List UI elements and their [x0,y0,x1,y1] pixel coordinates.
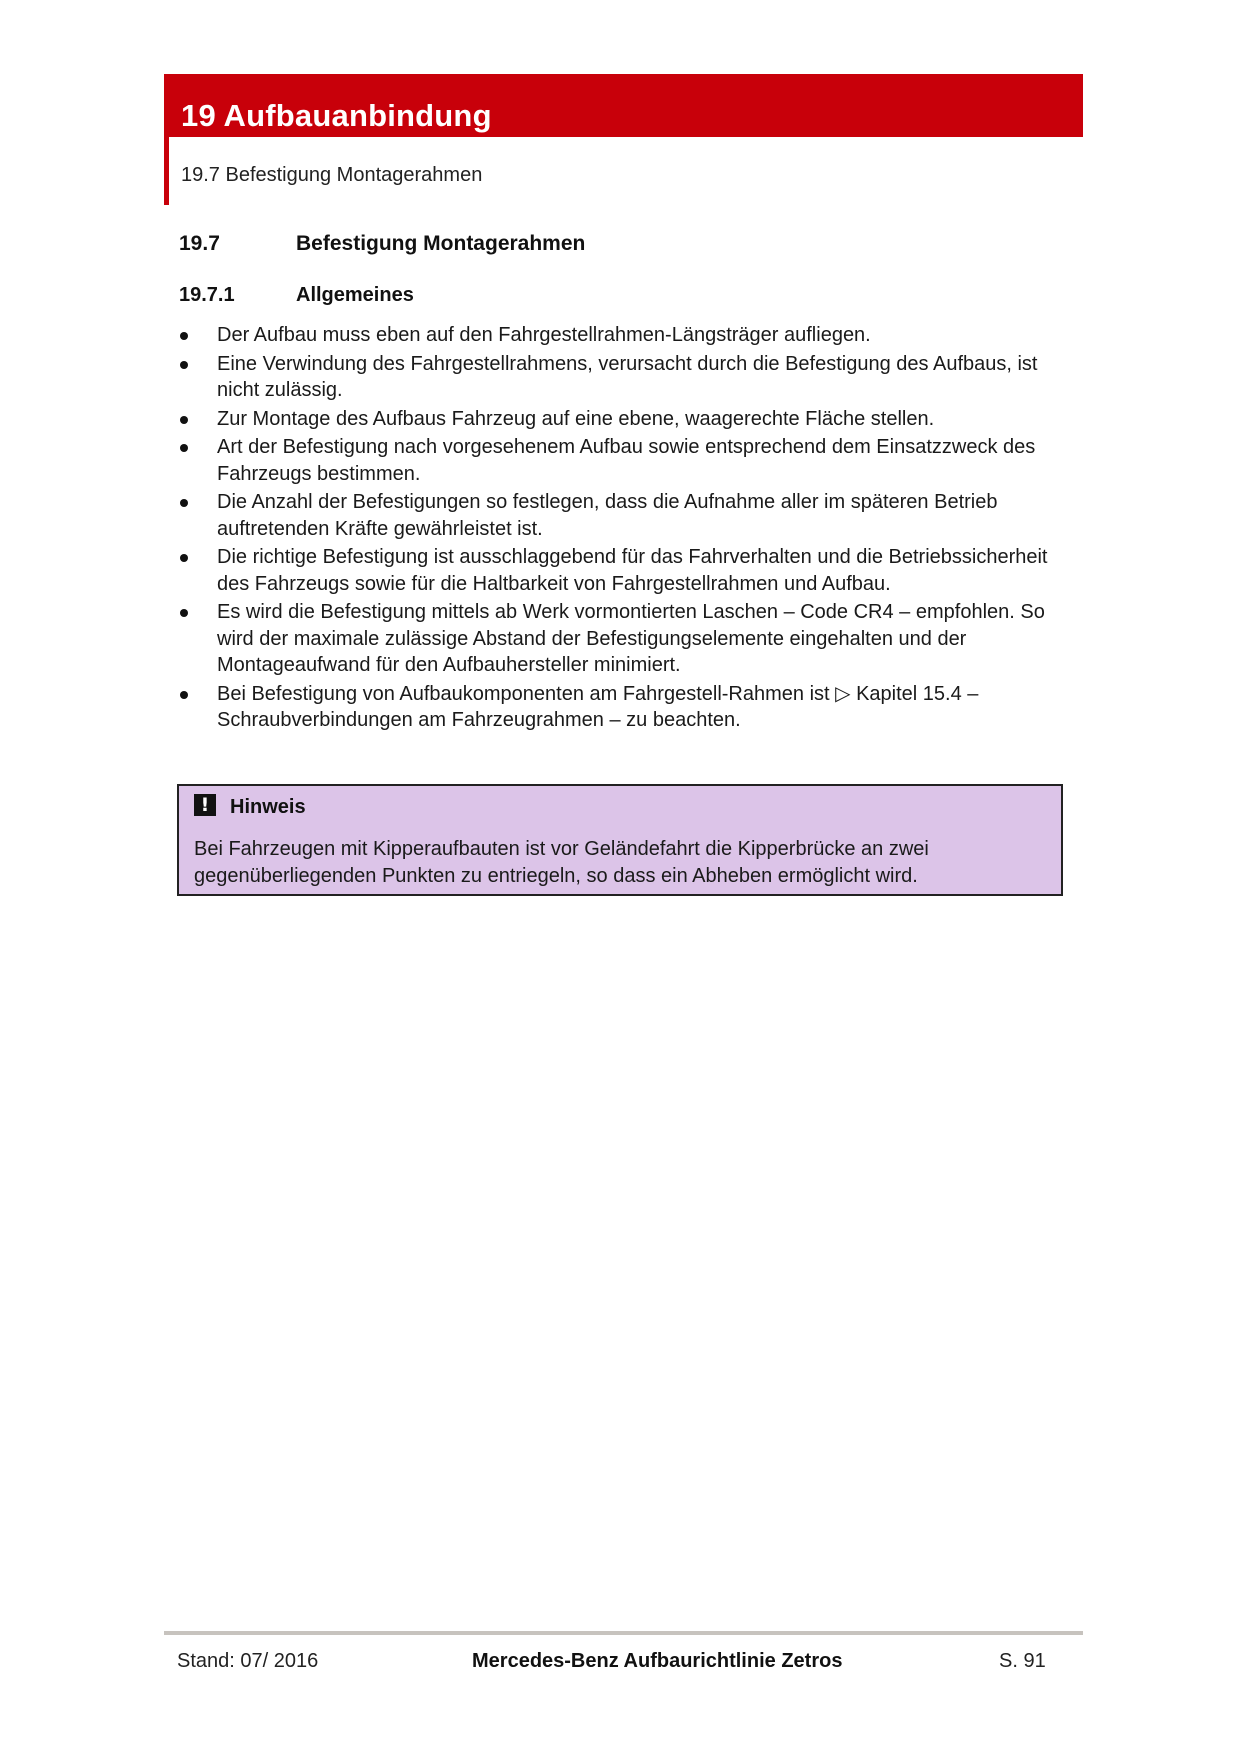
list-item: Zur Montage des Aufbaus Fahrzeug auf eine ebene, waagerechte Fläche stellen. [179,406,1079,433]
list-item: Bei Befestigung von Aufbaukomponenten am Fahrgestell-Rahmen ist ▷ Kapitel 15.4 – Schraubverbindungen am Fahrzeugrahmen – zu beachten. [179,681,1079,734]
list-item: Eine Verwindung des Fahrgestellrahmens, verursacht durch die Befestigung des Aufbaus, ist nicht zulässig. [179,351,1079,404]
section-subtitle: 19.7 Befestigung Montagerahmen [181,164,483,186]
note-text: Bei Fahrzeugen mit Kipperaufbauten ist vor Geländefahrt die Kipperbrücke an zwei gegenüberliegenden Punkten zu entriegeln, so dass ein Abheben ermöglicht wird. [194,838,929,887]
footer-document-title: Mercedes-Benz Aufbaurichtlinie Zetros [472,1650,843,1672]
section-title: Befestigung Montagerahmen [296,232,586,255]
note-title: Hinweis [230,796,306,818]
footer-date: Stand: 07/ 2016 [177,1650,319,1672]
bullet-list [179,322,1079,736]
list-item: Art der Befestigung nach vorgesehenem Aufbau sowie entsprechend dem Einsatzzweck des Fahrzeugs bestimmen. [179,434,1079,487]
list-item: Es wird die Befestigung mittels ab Werk vormontierten Laschen – Code CR4 – empfohlen. So wird der maximale zulässige Abstand der Befestigungselemente eingehalten und der Montageaufwand für den Aufbauhersteller minimiert. [179,599,1079,679]
exclamation-icon: ! [194,794,216,816]
section-number: 19.7 [179,232,220,255]
header-left-rule [164,74,169,205]
chapter-title: 19 Aufbauanbindung [181,98,492,133]
list-item: Die richtige Befestigung ist ausschlaggebend für das Fahrverhalten und die Betriebssicherheit des Fahrzeugs sowie für die Haltbarkeit von Fahrgestellrahmen und Aufbau. [179,544,1079,597]
subsection-title: Allgemeines [296,284,414,306]
footer-rule [164,1631,1083,1635]
subsection-number: 19.7.1 [179,284,235,306]
list-item: Der Aufbau muss eben auf den Fahrgestellrahmen-Längsträger aufliegen. [179,322,1079,349]
note-box [177,784,1063,896]
footer-page-number: S. 91 [999,1650,1046,1672]
list-item: Die Anzahl der Befestigungen so festlegen, dass die Aufnahme aller im späteren Betrieb auftretenden Kräfte gewährleistet ist. [179,489,1079,542]
